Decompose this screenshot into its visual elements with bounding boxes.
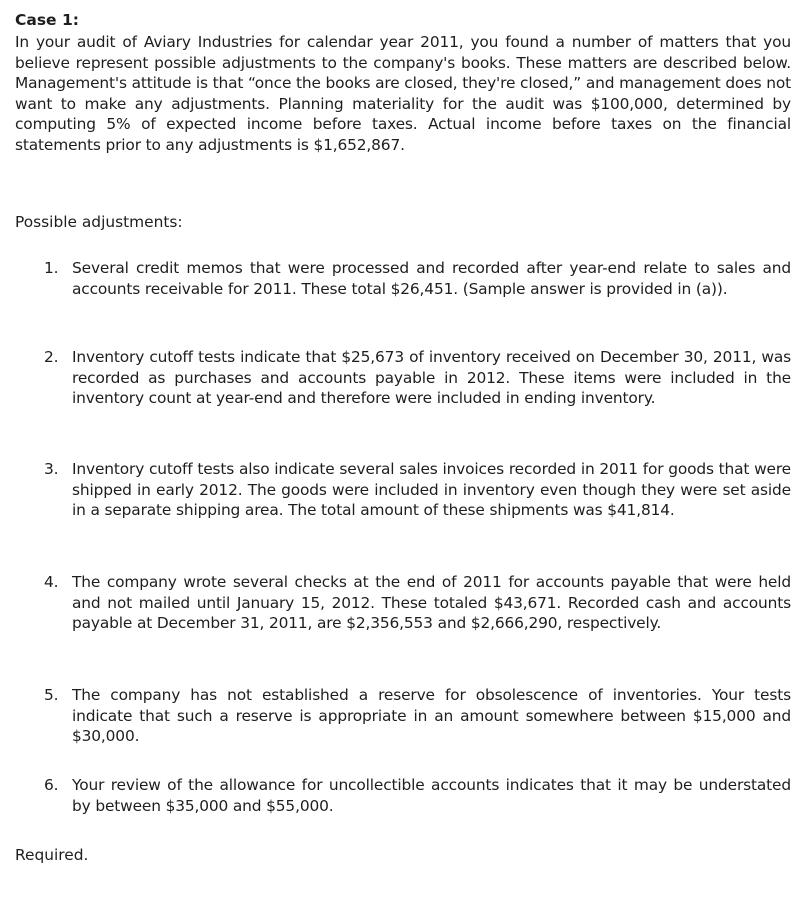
adjustment-number: 1. (44, 259, 59, 277)
adjustment-item-6 (44, 775, 791, 816)
adjustment-item-1 (44, 258, 791, 299)
adjustment-text: Inventory cutoff tests indicate that $25,673 of inventory received on December 30, 2011, was recorded as purchases and accounts payable in 2012. These items were included in the inventory count at year-end and therefore were included in ending inventory. (72, 348, 791, 407)
adjustment-text: The company has not established a reserve for obsolescence of inventories. Your tests indicate that such a reserve is appropriate in an amount somewhere between $15,000 and $30,000. (72, 686, 791, 745)
adjustment-text: Inventory cutoff tests also indicate several sales invoices recorded in 2011 for goods that were shipped in early 2012. The goods were included in inventory even though they were set aside in a separate shipping area. The total amount of these shipments was $41,814. (72, 460, 791, 519)
adjustment-number: 2. (44, 348, 59, 366)
adjustment-text: Several credit memos that were processed and recorded after year-end relate to sales and accounts receivable for 2011. These total $26,451. (Sample answer is provided in (a)). (72, 259, 791, 298)
adjustment-item-5 (44, 685, 791, 747)
adjustment-item-3 (44, 459, 791, 521)
case-title: Case 1: (15, 11, 79, 29)
possible-adjustments-heading: Possible adjustments: (15, 213, 183, 231)
adjustment-number: 4. (44, 573, 59, 591)
adjustment-number: 5. (44, 686, 59, 704)
case-intro-paragraph: In your audit of Aviary Industries for calendar year 2011, you found a number of matters that you believe represent possible adjustments to the company's books. These matters are described below. Management's attitude is that “once the books are closed, they're closed,” and management does not want to make any adjustments. Planning materiality for the audit was $100,000, determined by computing 5% of expected income before taxes. Actual income before taxes on the financial statements prior to any adjustments is $1,652,867. (15, 33, 791, 154)
adjustment-text: Your review of the allowance for uncollectible accounts indicates that it may be understated by between $35,000 and $55,000. (72, 776, 791, 815)
required-label: Required. (15, 846, 89, 864)
adjustment-text: The company wrote several checks at the end of 2011 for accounts payable that were held and not mailed until January 15, 2012. These totaled $43,671. Recorded cash and accounts payable at December 31, 2011, are $2,356,553 and $2,666,290, respectively. (72, 573, 791, 632)
adjustment-number: 6. (44, 776, 59, 794)
adjustment-item-2 (44, 347, 791, 409)
adjustment-item-4 (44, 572, 791, 634)
adjustment-number: 3. (44, 460, 59, 478)
